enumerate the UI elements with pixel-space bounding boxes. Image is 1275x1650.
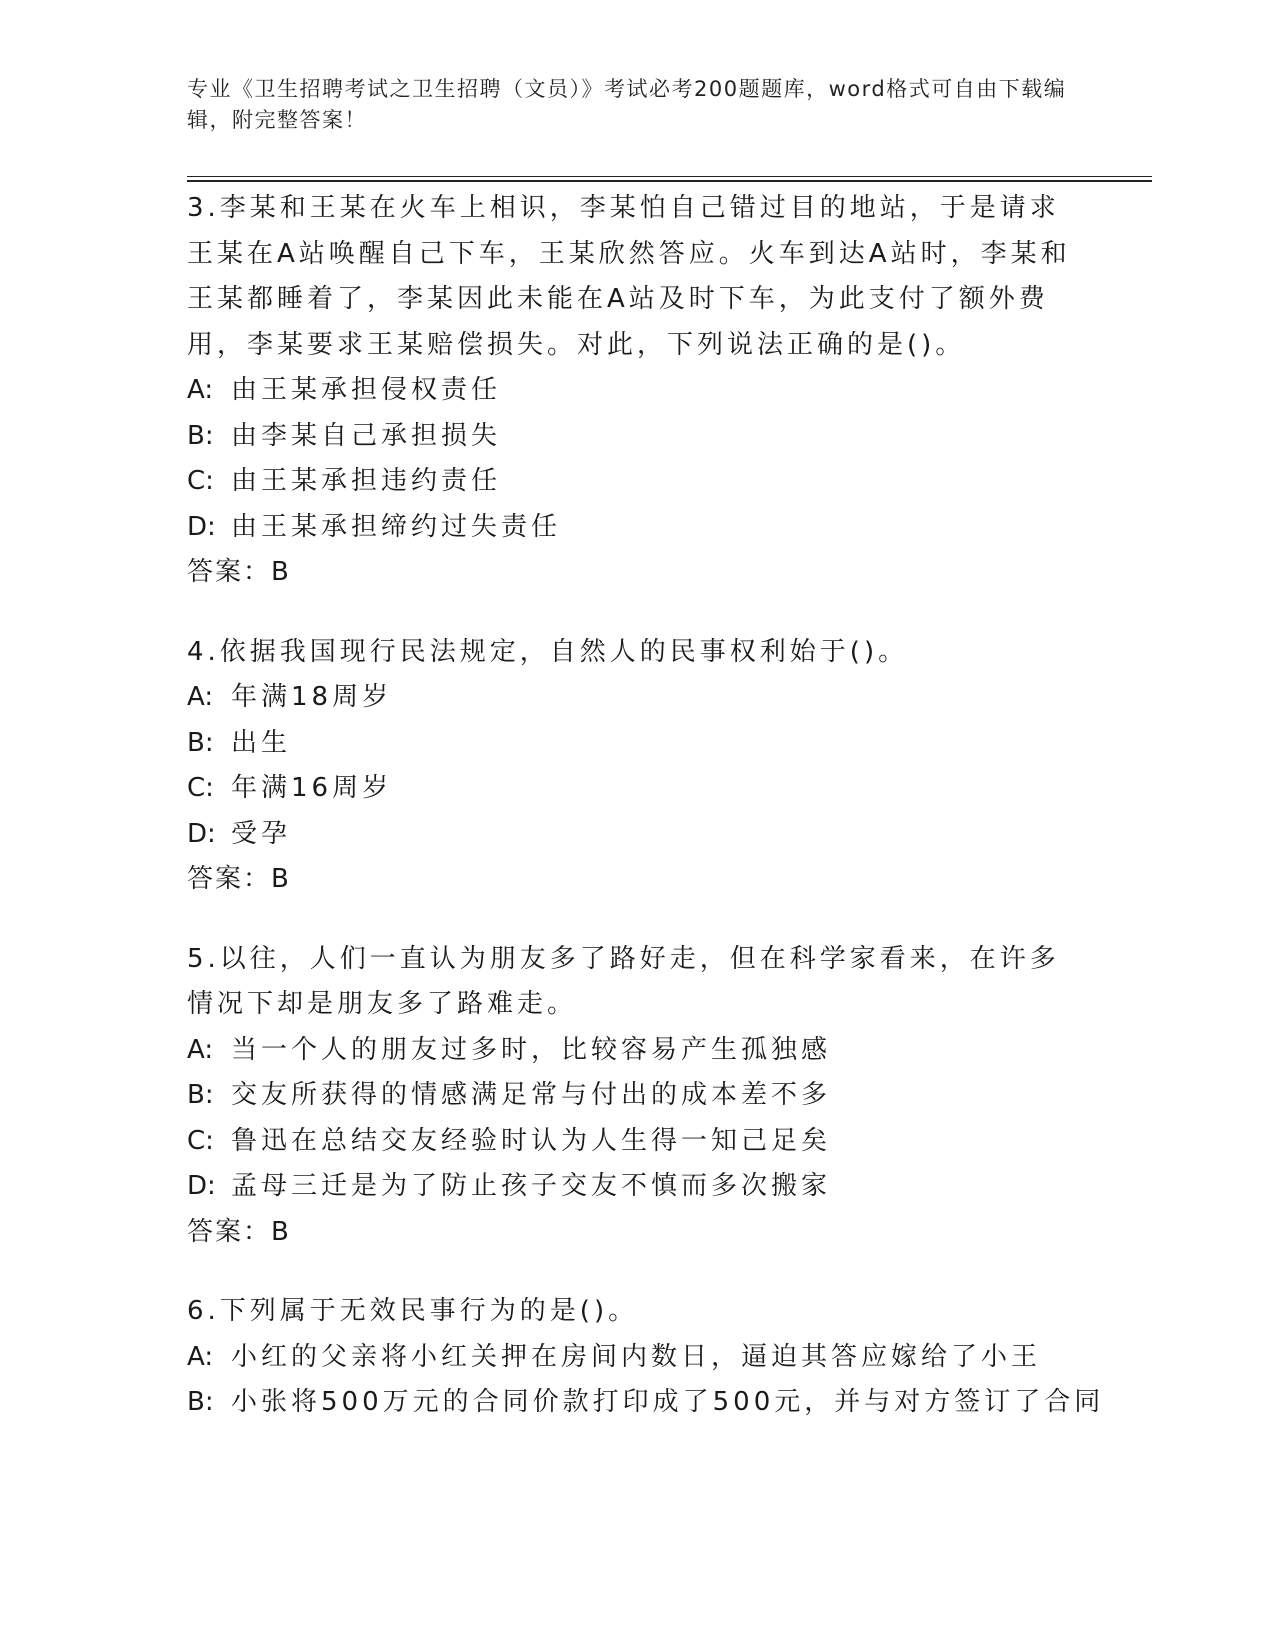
question-stem: 5.以往，人们一直认为朋友多了路好走，但在科学家看来，在许多情况下却是朋友多了路难走。: [187, 943, 1060, 1019]
option-text: 鲁迅在总结交友经验时认为人生得一知己足矣: [231, 1125, 832, 1156]
option-letter: B:: [187, 420, 214, 451]
option-text: 当一个人的朋友过多时，比较容易产生孤独感: [231, 1034, 832, 1065]
answer-line: 答案：B: [187, 1216, 291, 1247]
option-letter: B:: [187, 727, 214, 758]
option-a: [187, 1335, 1087, 1381]
option-text: 小张将500万元的合同价款打印成了500元，并与对方签订了合同: [231, 1387, 1105, 1417]
option-letter: A:: [187, 375, 214, 405]
option-a: [187, 675, 1087, 721]
document-header: 专业《卫生招聘考试之卫生招聘（文员）》考试必考200题题库，word格式可自由下载编辑，附完整答案！: [187, 77, 1067, 132]
option-letter: A:: [187, 1034, 214, 1065]
option-c: [187, 1119, 1087, 1165]
header-divider-thin: [187, 176, 1152, 177]
option-text: 由李某自己承担损失: [231, 420, 502, 451]
option-text: 年满18周岁: [231, 682, 393, 712]
option-letter: B:: [187, 1080, 214, 1110]
option-letter: C:: [187, 466, 214, 496]
question-stem: 6.下列属于无效民事行为的是()。: [187, 1296, 639, 1326]
option-letter: D:: [187, 511, 216, 542]
option-text: 年满16周岁: [231, 773, 393, 803]
question-stem: 4.依据我国现行民法规定，自然人的民事权利始于()。: [187, 636, 909, 667]
question-4: [187, 630, 1087, 903]
option-letter: A:: [187, 682, 214, 712]
option-text: 由王某承担违约责任: [231, 466, 502, 496]
option-letter: C:: [187, 773, 214, 803]
option-b: [187, 414, 1087, 460]
option-text: 受孕: [231, 818, 292, 849]
answer-line: 答案：B: [187, 864, 291, 894]
option-text: 由王某承担侵权责任: [231, 375, 502, 405]
option-text: 由王某承担缔约过失责任: [231, 511, 562, 542]
option-d: [187, 812, 1087, 858]
option-letter: B:: [187, 1387, 214, 1417]
question-5: [187, 937, 1087, 1256]
option-b: [187, 1380, 1105, 1426]
question-list: [187, 186, 1105, 1460]
option-text: 出生: [231, 727, 292, 758]
question-6: [187, 1289, 1105, 1426]
option-text: 交友所获得的情感满足常与付出的成本差不多: [231, 1080, 832, 1110]
option-b: [187, 1073, 1087, 1119]
option-text: 孟母三迁是为了防止孩子交友不慎而多次搬家: [231, 1171, 832, 1201]
option-b: [187, 721, 1087, 767]
answer-line: 答案：B: [187, 557, 291, 587]
option-letter: D:: [187, 1171, 216, 1201]
option-d: [187, 1164, 1087, 1210]
option-a: [187, 368, 1087, 414]
question-3: [187, 186, 1087, 596]
option-letter: C:: [187, 1125, 214, 1156]
option-letter: D:: [187, 818, 216, 849]
option-d: [187, 505, 1087, 551]
option-text: 小红的父亲将小红关押在房间内数日，逼迫其答应嫁给了小王: [231, 1341, 1042, 1372]
header-divider-thick: [187, 180, 1152, 182]
option-a: [187, 1028, 1087, 1074]
option-c: [187, 766, 1087, 812]
option-letter: A:: [187, 1341, 214, 1372]
option-c: [187, 459, 1087, 505]
question-stem: 3.李某和王某在火车上相识，李某怕自己错过目的地站，于是请求王某在A站唤醒自己下车，王某欣然答应。火车到达A站时，李某和王某都睡着了，李某因此未能在A站及时下车，为此支付了额外费用，李某要求王某赔偿损失。对此，下列说法正确的是()。: [187, 193, 1071, 360]
